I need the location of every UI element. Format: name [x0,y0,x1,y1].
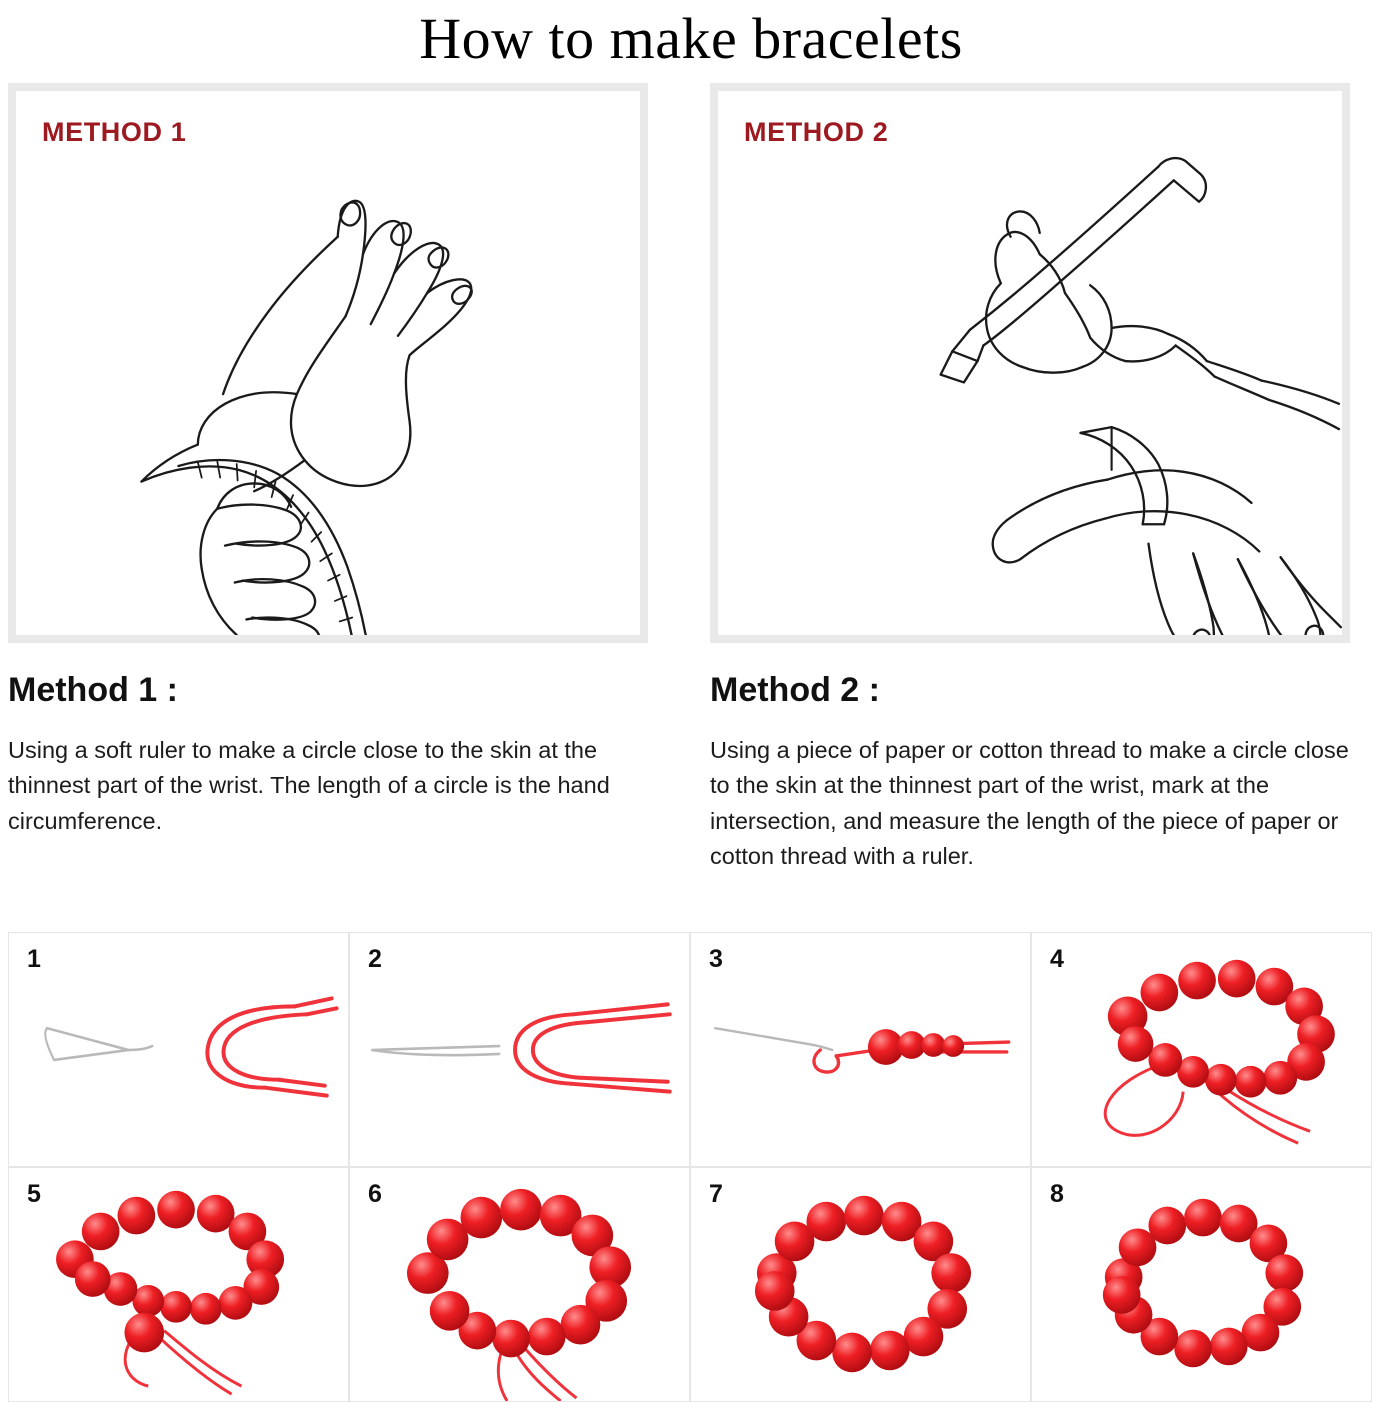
methods-section [0,83,1382,898]
bracelet-with-tails-icon [350,1168,689,1401]
finished-bracelet-icon [1032,1168,1371,1401]
step-number-8: 8 [1050,1179,1064,1208]
method-2-heading: Method 2 : [710,670,880,709]
method-2-tag: METHOD 2 [744,116,889,147]
bracelet-loop-with-knot-bead-icon [9,1168,348,1401]
needle-and-folded-cord-icon [9,933,348,1166]
infographic-page [0,6,1382,1401]
step-cell-1 [8,932,349,1167]
step-cell-6 [349,1167,690,1402]
cord-threaded-through-needle-icon [350,933,689,1166]
steps-row-top [8,932,1374,1167]
step-number-4: 4 [1050,944,1064,973]
method-column-2 [710,83,1350,898]
step-number-7: 7 [709,1179,723,1208]
steps-section [0,932,1382,1402]
step-number-5: 5 [27,1179,41,1208]
hand-with-soft-ruler-icon [16,91,640,635]
method-1-heading: Method 1 : [8,670,178,709]
step-cell-7 [690,1167,1031,1402]
bracelet-closed-ring-icon [691,1168,1030,1401]
hand-marking-paper-strip-icon [718,91,1342,635]
method-column-1 [8,83,648,898]
beads-strung-onto-cord-icon [691,933,1030,1166]
step-number-3: 3 [709,944,723,973]
page-title: How to make bracelets [419,6,963,71]
method-1-tag: METHOD 1 [42,116,187,147]
method-1-body: Using a soft ruler to make a circle close to the skin at the thinnest part of the wrist. The length of a circle is the hand circumference. [8,737,610,834]
step-number-2: 2 [368,944,382,973]
step-cell-4 [1031,932,1372,1167]
steps-row-bottom [8,1167,1374,1402]
method-1-figure [8,83,648,643]
beads-loop-with-loose-ends-icon [1032,933,1371,1166]
step-number-1: 1 [27,944,41,973]
step-number-6: 6 [368,1179,382,1208]
step-cell-3 [690,932,1031,1167]
method-2-body: Using a piece of paper or cotton thread to make a circle close to the skin at the thinnest part of the wrist, mark at the intersection, and measure the length of the piece of paper or cotton thread with a ruler. [710,737,1349,869]
step-cell-8 [1031,1167,1372,1402]
step-cell-2 [349,932,690,1167]
step-cell-5 [8,1167,349,1402]
method-2-figure [710,83,1350,643]
